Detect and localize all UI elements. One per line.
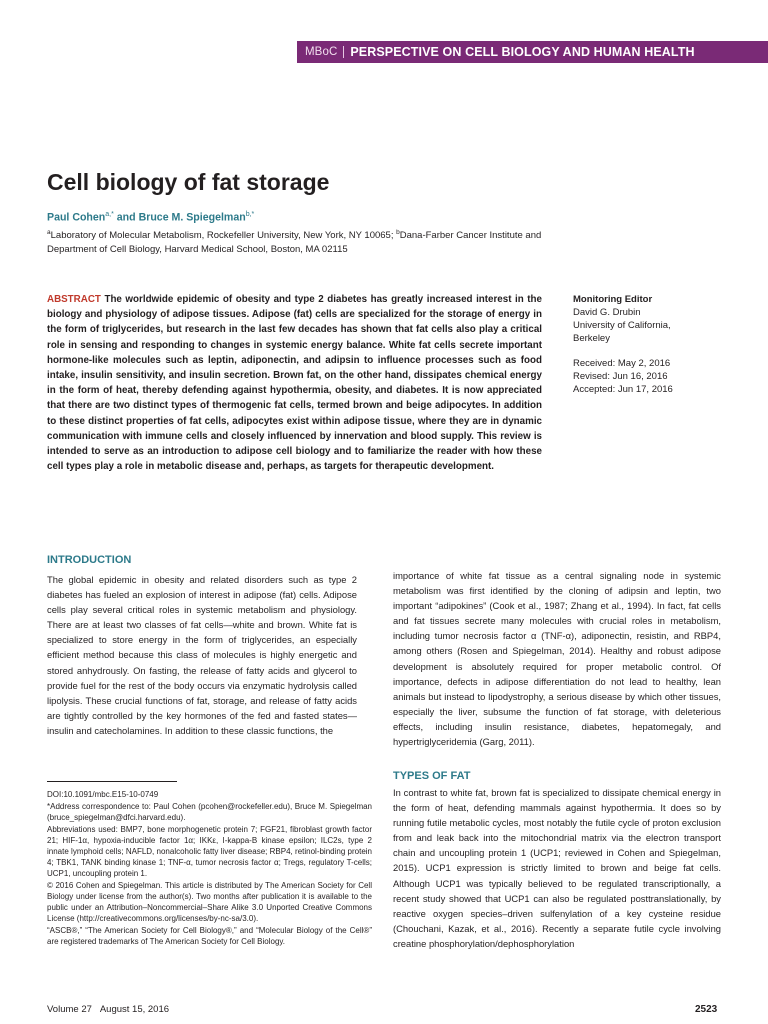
doi: DOI:10.1091/mbc.E15-10-0749 xyxy=(47,790,159,799)
author-1-marker: a,* xyxy=(105,211,114,218)
issue-date: August 15, 2016 xyxy=(99,1004,170,1015)
affil-a: Laboratory of Molecular Metabolism, Rockefeller University, New York, NY 10065; xyxy=(50,230,397,242)
accepted-date: Accepted: Jun 17, 2016 xyxy=(573,384,673,395)
trademark-note: “ASCB®,” “The American Society for Cell Biology®,” and “Molecular Biology of the Cell®” are registered trademarks of The American Society for Cell Biology. xyxy=(47,926,372,946)
abbreviations-note: Abbreviations used: BMP7, bone morphogenetic protein 7; FGF21, fibroblast growth factor 21; HIF-1α, hypoxia-inducible factor 1α; IKKε, I-kappa-B kinase epsilon; ILC2s, type 2 innate lymphoid cells; NAFLD, nonalcoholic fatty liver disease; RBP4, retinol-binding protein 4; TBK1, TANK binding kinase 1; TNF-α, tumor necrosis factor α; Tregs, regulatory T-cells; UCP1, uncoupling protein 1. xyxy=(47,825,372,878)
section-heading-introduction: INTRODUCTION xyxy=(47,554,132,566)
volume: Volume 27 xyxy=(47,1004,92,1015)
author-and: and Bruce M. Spiegelman xyxy=(113,211,246,224)
abstract-text: The worldwide epidemic of obesity and type 2 diabetes has greatly increased interest in the biology and physiology of adipose tissues. Adipose (fat) cells are specialized for the storage of energy in the form of triglycerides, but research in the last few decades has shown that fat cells also play a critical role in sensing and responding to changes in systemic energy balance. White fat cells secrete important hormone-like molecules such as leptin, adiponectin, and adipsin to influence processes such as food intake, insulin sensitivity, and insulin secretion. Brown fat, on the other hand, dissipates chemical energy in the form of heat, thereby defending against hypothermia, obesity, and diabetes. It is now appreciated that there are two distinct types of thermogenic fat cells, termed brown and beige adipocytes. In addition to these distinct properties of fat cells, adipocytes exist within adipose tissue, where they are in dynamic communication with immune cells and closely influenced by innervation and blood supply. This review is intended to serve as an introduction to adipose cell biology and to familiarize the reader with how these cell types play a role in metabolic disease and, perhaps, as targets for therapeutic development. xyxy=(47,294,542,473)
author-list xyxy=(47,211,254,224)
abstract-label: ABSTRACT xyxy=(47,294,101,305)
intro-paragraph-1: The global epidemic in obesity and related disorders such as type 2 diabetes has fueled an explosion of interest in adipose (fat) cells. Adipose cells play several critical roles in systemic metabolism and physiology. There are at least two classes of fat cells—white and brown. White fat is specialized to store energy in the form of triglycerides, an especially efficient method because this class of molecules is highly energetic and stored anhydrously. On fasting, the release of fatty acids and glycerol to provide fuel for the rest of the body occurs via enzymatic hydrolysis called lipolysis. These crucial functions of fat, storage, and release of fatty acids are tightly controlled by the key hormones of the fed and fasted states—insulin and catecholamines. In addition to these classic functions, the xyxy=(47,574,357,736)
intro-paragraph-2: importance of white fat tissue as a central signaling node in systemic metabolism was first identified by the cloning of adipsin and leptin, two important “adipokines” (Cook et al., 1987; Zhang et al., 1994). In fact, fat cells and fat tissues secrete many molecules with crucial roles in metabolism, including tumor necrosis factor α (TNF-α), adiponectin, resistin, and RBP4, among others (Rosen and Spiegelman, 2014). Healthy and robust adipose development is absolutely required for proper metabolic control. Of importance, defects in adipose differentiation do not lead to healthy, lean animals but instead to lipodystrophy, a serious disease by which other tissues, especially the liver, subsume the function of fat storage, with deleterious effects, including insulin resistance, diabetes, hepatomegaly, and hypertriglyceridemia (Garg, 2011). xyxy=(393,570,721,748)
affil-b-marker: b xyxy=(396,229,400,236)
editor-affiliation-1: University of California, xyxy=(573,320,671,331)
abstract xyxy=(47,292,542,474)
author-1: Paul Cohen xyxy=(47,211,106,224)
section-banner xyxy=(297,41,768,63)
affil-a-marker: a xyxy=(47,229,51,236)
page-footer-issue xyxy=(47,1004,169,1015)
revised-date: Revised: Jun 16, 2016 xyxy=(573,371,668,382)
section-label: PERSPECTIVE ON CELL BIOLOGY AND HUMAN HEALTH xyxy=(350,45,695,59)
correspondence-note: *Address correspondence to: Paul Cohen (pcohen@rockefeller.edu), Bruce M. Spiegelman (bruce_spiegelman@dfci.harvard.edu). xyxy=(47,802,372,822)
editor-name: David G. Drubin xyxy=(573,307,641,318)
affiliations xyxy=(47,226,567,257)
banner-divider xyxy=(343,46,344,58)
footnotes xyxy=(47,789,372,948)
page-number: 2523 xyxy=(695,1004,718,1015)
author-2-marker: b,* xyxy=(245,211,255,218)
types-paragraph-1: In contrast to white fat, brown fat is specialized to dissipate chemical energy in the form of heat, defending mammals against hypothermia. It does so by running futile metabolic cycles, most notably the futile cycle of proton exclusion from and leak back into the mitochondrial matrix via the electron transport chain and uncoupling protein 1 (UCP1; reviewed in Cohen and Spiegelman, 2015). UCP1 expression is strictly limited to brown and beige fat cells. Although UCP1 was typically believed to be regulated transcriptionally, a recent study showed that UCP1 can also be regulated posttranslationally, by reactive oxygen species–driven sulfenylation of a key cysteine residue (Chouchani, Kazak, et al., 2016). Recently a separate futile cycle involving creatine phosphorylation/dephosphorylation xyxy=(393,787,721,949)
affil-b: Dana-Farber Cancer Institute and Department of Cell Biology, Harvard Medical School, Boston, MA 02115 xyxy=(47,230,542,256)
editor-affiliation-2: Berkeley xyxy=(573,333,610,344)
journal-logo: MBoC xyxy=(305,46,338,58)
editorial-sidebar xyxy=(573,293,743,396)
received-date: Received: May 2, 2016 xyxy=(573,358,671,369)
license-note: © 2016 Cohen and Spiegelman. This article is distributed by The American Society for Cell Biology under license from the author(s). Two months after publication it is available to the public under an Attribution–Noncommercial–Share Alike 3.0 Unported Creative Commons License (http://creativecommons.org/licenses/by-nc-sa/3.0). xyxy=(47,881,372,923)
editor-label: Monitoring Editor xyxy=(573,294,653,305)
section-heading-types-of-fat: TYPES OF FAT xyxy=(393,770,471,782)
footnote-divider xyxy=(47,781,177,782)
article-title: Cell biology of fat storage xyxy=(47,169,330,195)
